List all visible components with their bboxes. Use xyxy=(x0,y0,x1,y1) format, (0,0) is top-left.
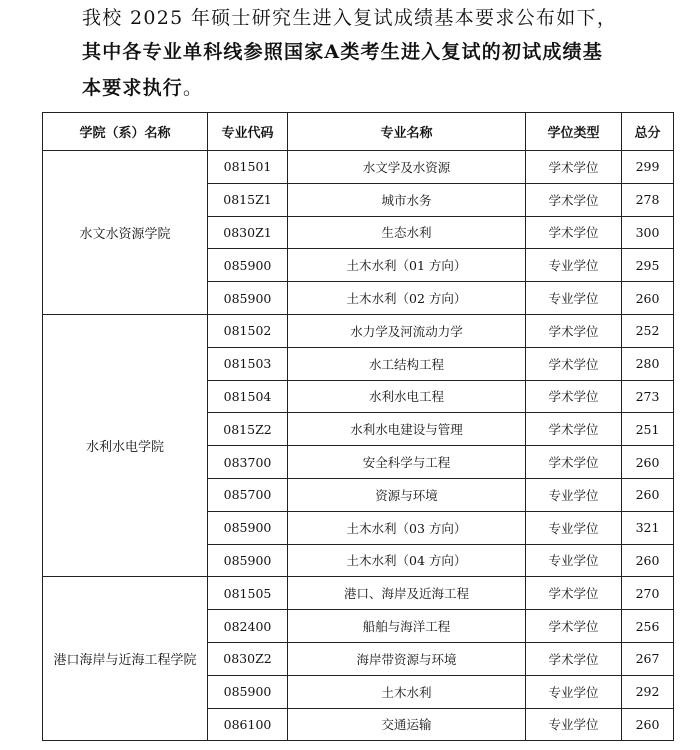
major-code-cell: 085900 xyxy=(208,511,288,544)
table-body xyxy=(43,151,674,741)
intro-line-3-bold: 本要求执行 xyxy=(82,77,184,99)
degree-type-cell: 学术学位 xyxy=(526,380,622,413)
major-code-cell: 085900 xyxy=(208,249,288,282)
total-score-cell: 252 xyxy=(622,314,674,347)
total-score-cell: 295 xyxy=(622,249,674,282)
header-degree-type: 学位类型 xyxy=(526,113,622,151)
college-name-cell: 水利水电学院 xyxy=(43,314,208,576)
major-name-cell: 交通运输 xyxy=(288,708,526,741)
degree-type-cell: 专业学位 xyxy=(526,511,622,544)
total-score-cell: 260 xyxy=(622,282,674,315)
major-name-cell: 土木水利（01 方向） xyxy=(288,249,526,282)
degree-type-cell: 学术学位 xyxy=(526,183,622,216)
total-score-cell: 270 xyxy=(622,577,674,610)
total-score-cell: 260 xyxy=(622,478,674,511)
major-code-cell: 0830Z1 xyxy=(208,216,288,249)
table-header-row xyxy=(43,113,674,151)
degree-type-cell: 专业学位 xyxy=(526,478,622,511)
total-score-cell: 292 xyxy=(622,675,674,708)
major-name-cell: 水文学及水资源 xyxy=(288,151,526,184)
major-name-cell: 生态水利 xyxy=(288,216,526,249)
major-name-cell: 水利水电建设与管理 xyxy=(288,413,526,446)
total-score-cell: 256 xyxy=(622,610,674,643)
major-code-cell: 081502 xyxy=(208,314,288,347)
total-score-cell: 267 xyxy=(622,642,674,675)
header-total-score: 总分 xyxy=(622,113,674,151)
degree-type-cell: 学术学位 xyxy=(526,610,622,643)
major-name-cell: 城市水务 xyxy=(288,183,526,216)
major-code-cell: 085900 xyxy=(208,544,288,577)
total-score-cell: 278 xyxy=(622,183,674,216)
total-score-cell: 300 xyxy=(622,216,674,249)
major-code-cell: 081501 xyxy=(208,151,288,184)
major-code-cell: 0830Z2 xyxy=(208,642,288,675)
major-code-cell: 0815Z2 xyxy=(208,413,288,446)
major-name-cell: 安全科学与工程 xyxy=(288,446,526,479)
major-code-cell: 081503 xyxy=(208,347,288,380)
total-score-cell: 321 xyxy=(622,511,674,544)
intro-line-3-end: 。 xyxy=(183,77,203,99)
degree-type-cell: 专业学位 xyxy=(526,708,622,741)
major-name-cell: 土木水利 xyxy=(288,675,526,708)
degree-type-cell: 学术学位 xyxy=(526,642,622,675)
total-score-cell: 260 xyxy=(622,544,674,577)
total-score-cell: 251 xyxy=(622,413,674,446)
intro-line-1: 我校 2025 年硕士研究生进入复试成绩基本要求公布如下， xyxy=(82,7,618,29)
major-name-cell: 土木水利（03 方向） xyxy=(288,511,526,544)
major-code-cell: 0815Z1 xyxy=(208,183,288,216)
major-code-cell: 081505 xyxy=(208,577,288,610)
major-name-cell: 水利水电工程 xyxy=(288,380,526,413)
major-name-cell: 船舶与海洋工程 xyxy=(288,610,526,643)
header-major-code: 专业代码 xyxy=(208,113,288,151)
degree-type-cell: 专业学位 xyxy=(526,282,622,315)
major-name-cell: 土木水利（04 方向） xyxy=(288,544,526,577)
major-code-cell: 081504 xyxy=(208,380,288,413)
degree-type-cell: 学术学位 xyxy=(526,577,622,610)
total-score-cell: 260 xyxy=(622,446,674,479)
total-score-cell: 273 xyxy=(622,380,674,413)
major-code-cell: 085900 xyxy=(208,282,288,315)
degree-type-cell: 专业学位 xyxy=(526,249,622,282)
header-major-name: 专业名称 xyxy=(288,113,526,151)
total-score-cell: 260 xyxy=(622,708,674,741)
college-name-cell: 水文水资源学院 xyxy=(43,151,208,315)
intro-line-3 xyxy=(82,76,202,100)
intro-line-2: 其中各专业单科线参照国家A类考生进入复试的初试成绩基 xyxy=(82,41,603,63)
table-row xyxy=(43,151,674,184)
major-code-cell: 086100 xyxy=(208,708,288,741)
score-table xyxy=(42,112,674,741)
table-row xyxy=(43,314,674,347)
degree-type-cell: 专业学位 xyxy=(526,675,622,708)
header-college: 学院（系）名称 xyxy=(43,113,208,151)
total-score-cell: 299 xyxy=(622,151,674,184)
total-score-cell: 280 xyxy=(622,347,674,380)
degree-type-cell: 学术学位 xyxy=(526,216,622,249)
major-name-cell: 土木水利（02 方向） xyxy=(288,282,526,315)
major-name-cell: 水工结构工程 xyxy=(288,347,526,380)
major-name-cell: 水力学及河流动力学 xyxy=(288,314,526,347)
major-code-cell: 085700 xyxy=(208,478,288,511)
degree-type-cell: 学术学位 xyxy=(526,347,622,380)
table-row xyxy=(43,577,674,610)
major-code-cell: 085900 xyxy=(208,675,288,708)
degree-type-cell: 学术学位 xyxy=(526,151,622,184)
major-code-cell: 082400 xyxy=(208,610,288,643)
degree-type-cell: 学术学位 xyxy=(526,314,622,347)
college-name-cell: 港口海岸与近海工程学院 xyxy=(43,577,208,741)
degree-type-cell: 专业学位 xyxy=(526,544,622,577)
degree-type-cell: 学术学位 xyxy=(526,446,622,479)
major-name-cell: 港口、海岸及近海工程 xyxy=(288,577,526,610)
degree-type-cell: 学术学位 xyxy=(526,413,622,446)
major-name-cell: 资源与环境 xyxy=(288,478,526,511)
major-name-cell: 海岸带资源与环境 xyxy=(288,642,526,675)
major-code-cell: 083700 xyxy=(208,446,288,479)
